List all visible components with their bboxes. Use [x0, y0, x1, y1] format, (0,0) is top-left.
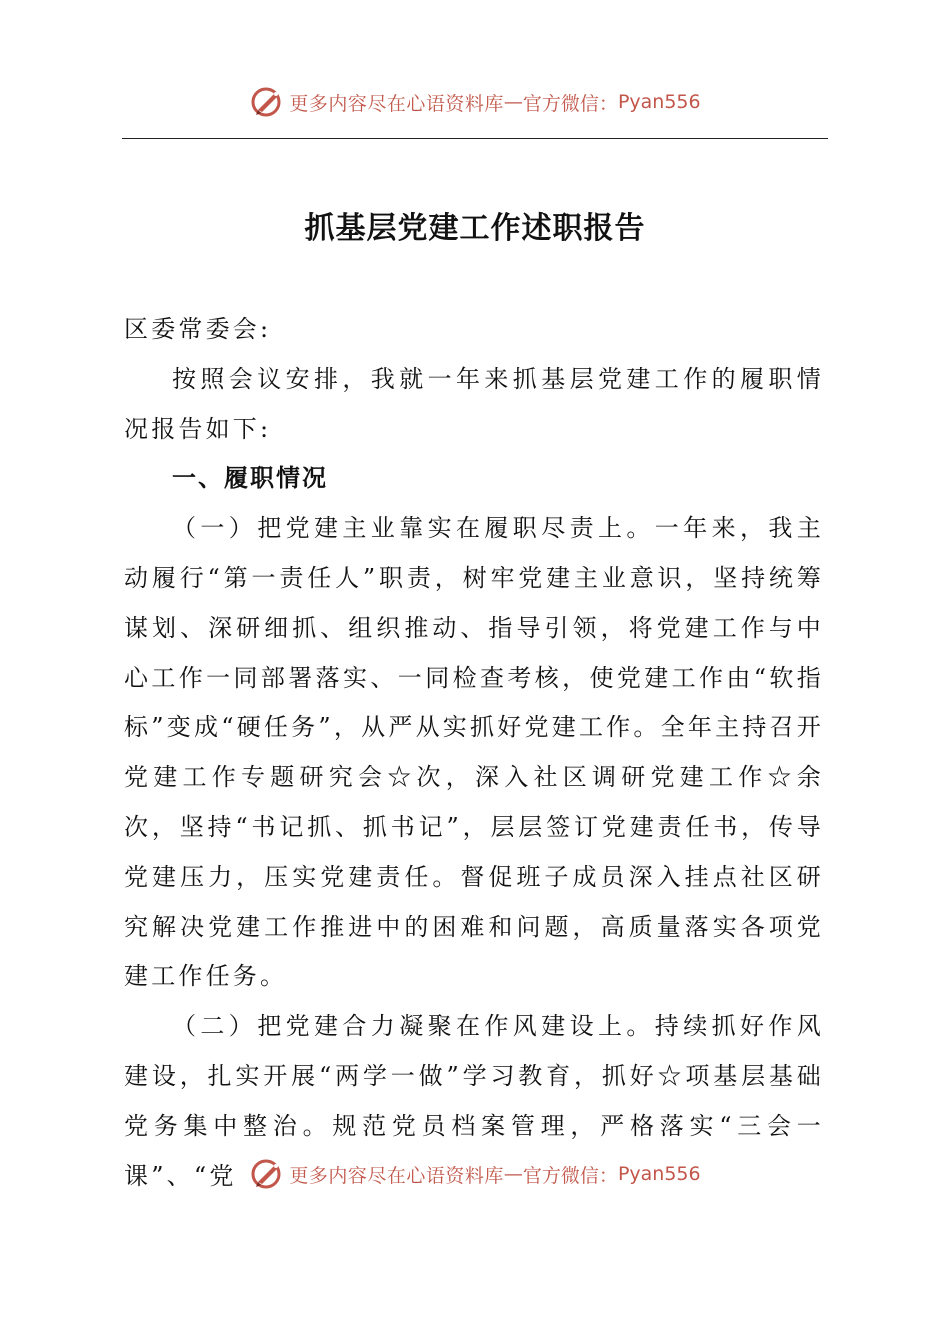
banner-separator: —: [503, 1163, 523, 1185]
section-heading: 一、履职情况: [172, 464, 328, 493]
header-watermark-banner: [0, 78, 950, 126]
intro-paragraph: 按照会议安排，我就一年来抓基层党建工作的履职情况报告如下:: [124, 364, 824, 443]
body-paragraph-2: （二）把党建合力凝聚在作风建设上。持续抓好作风建设，扎实开展“两学一做”学习教育，抓好☆项基层基础党务集中整治。规范党员档案管理，严格落实“三会一课”、“党: [124, 1012, 824, 1190]
banner-wechat-label: 官方微信：: [522, 1164, 618, 1187]
document-body: [124, 305, 824, 1201]
footer-watermark-banner: [0, 1150, 950, 1198]
banner-separator: —: [503, 91, 523, 113]
banner-wechat-label: 官方微信：: [522, 92, 618, 115]
banner-wechat-id: Pyan556: [617, 91, 701, 113]
body-paragraph-1: （一）把党建主业靠实在履职尽责上。一年来，我主动履行“第一责任人”职责，树牢党建主业意识，坚持统筹谋划、深研细抓、组织推动、指导引领，将党建工作与中心工作一同部署落实、一同检查考核，使党建工作由“软指标”变成“硬任务”，从严从实抓好党建工作。全年主持召开党建工作专题研究会☆次，深入社区调研党建工作☆余次，坚持“书记抓、抓书记”，层层签订党建责任书，传导党建压力，压实党建责任。督促班子成员深入挂点社区研究解决党建工作推进中的困难和问题，高质量落实各项党建工作任务。: [124, 514, 824, 991]
salutation: 区委常委会:: [124, 315, 272, 343]
banner-text: 更多内容尽在心语资料库: [289, 92, 504, 115]
banner-text: 更多内容尽在心语资料库: [289, 1164, 504, 1187]
header-divider: [122, 138, 828, 139]
banner-wechat-id: Pyan556: [617, 1163, 701, 1185]
document-title: 抓基层党建工作述职报告: [304, 211, 646, 246]
pen-logo-icon: [249, 84, 285, 120]
pen-logo-icon: [249, 1156, 285, 1192]
